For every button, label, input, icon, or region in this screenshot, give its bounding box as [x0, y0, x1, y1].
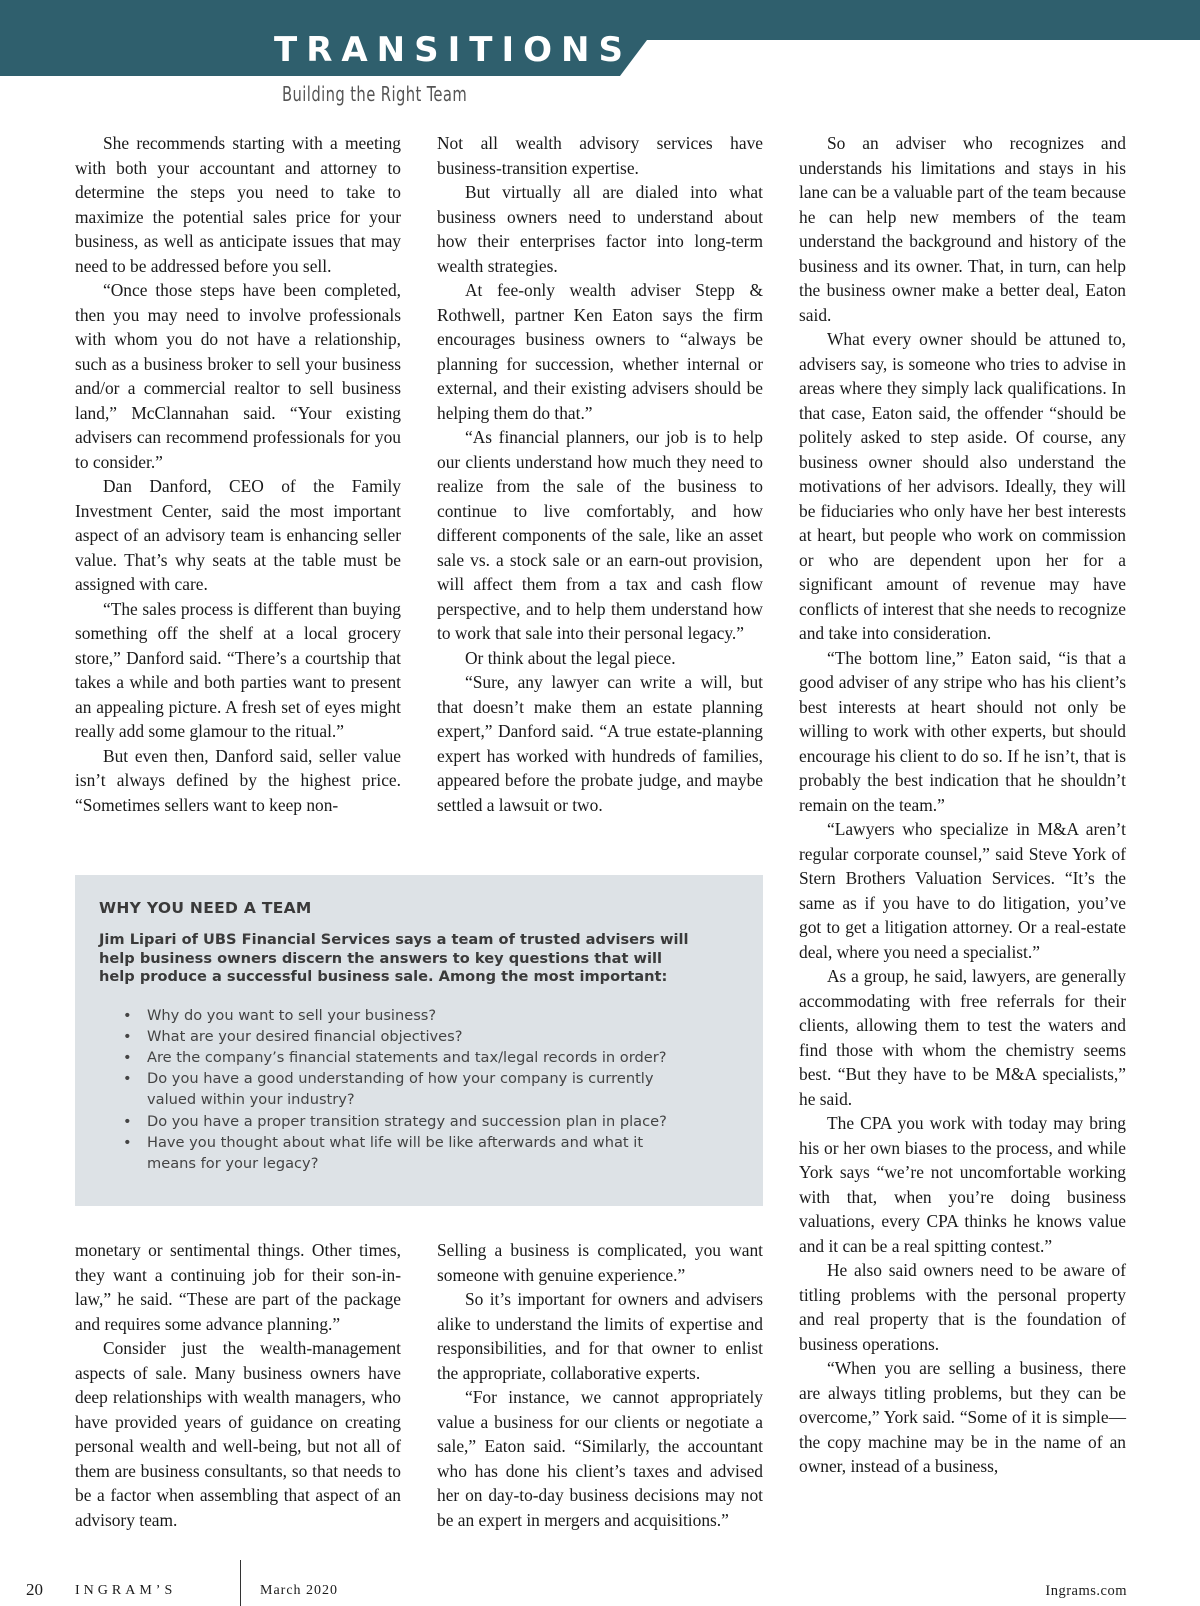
- bullet-icon: •: [123, 1070, 132, 1088]
- list-item-text: Why do you want to sell your business?: [147, 1006, 437, 1024]
- paragraph: “The bottom line,” Eaton said, “is that a good adviser of any stripe who has his client’s best interests at heart should not only be willing to work with other experts, but should encourage his client to do so. If he isn’t, that is probably the best indication that he shouldn’t remain on the team.”: [799, 647, 1126, 815]
- issue-date: March 2020: [260, 1583, 339, 1598]
- paragraph: She recommends starting with a meeting with both your accountant and attorney to determine the steps you need to take to maximize the potential sales price for your business, as well as anticipate issues that may need to be addressed before you sell.: [75, 133, 401, 276]
- list-item: [123, 1111, 687, 1132]
- paragraph: But virtually all are dialed into what business owners need to understand about how their enterprises factor into long-term wealth strategies.: [437, 182, 763, 276]
- paragraph: He also said owners need to be aware of titling problems with the personal property and real property that is the foundation of business operations.: [799, 1260, 1126, 1354]
- list-item: [123, 1026, 687, 1047]
- bullet-icon: •: [123, 1027, 132, 1045]
- paragraph: “For instance, we cannot appropriately value a business for our clients or negotiate a sale,” Eaton said. “Similarly, the accountant who has done his client’s taxes and advised her on day-to-day business decisions may not be an expert in mergers and acquisitions.”: [437, 1387, 763, 1530]
- bullet-icon: •: [123, 1006, 132, 1024]
- paragraph: Selling a business is complicated, you want someone with genuine experience.”: [437, 1240, 763, 1285]
- section-subtitle: Building the Right Team: [282, 82, 468, 106]
- paragraph: “Once those steps have been completed, then you may need to involve professionals with whom you do not have a relationship, such as a business broker to sell your business and/or a commercial realtor to sell business land,” McClannahan said. “Your existing advisers can recommend professionals for you to consider.”: [75, 280, 401, 472]
- paragraph: So an adviser who recognizes and understands his limitations and stays in his lane can be a valuable part of the team because he can help new members of the team understand the background and history of the business and its owner. That, in turn, can help the business owner make a better deal, Eaton said.: [799, 133, 1126, 325]
- list-item-text: Do you have a good understanding of how your company is currently valued within your industry?: [147, 1070, 654, 1109]
- article-column-1-bottom: [75, 1238, 401, 1532]
- bullet-icon: •: [123, 1133, 132, 1151]
- article-column-3: [799, 131, 1126, 1479]
- paragraph: “The sales process is different than buying something off the shelf at a local grocery store,” Danford said. “There’s a courtship that takes a while and both parties want to present an appealing picture. A fresh set of eyes might really add some glamour to the ritual.”: [75, 598, 401, 741]
- section-title: TRANSITIONS: [274, 30, 632, 70]
- list-item-text: Do you have a proper transition strategy and succession plan in place?: [147, 1112, 667, 1130]
- paragraph: “As financial planners, our job is to help our clients understand how much they need to realize from the sale of the business to continue to live comfortably, and how different components of the sale, like an asset sale vs. a stock sale or an earn-out provision, will affect them from a tax and cash flow perspective, and to help them understand how to work that sale into their personal legacy.”: [437, 427, 763, 643]
- publication-name: INGRAM’S: [75, 1583, 177, 1598]
- article-column-2-top: [437, 131, 763, 817]
- sidebar-question-list: [99, 1005, 737, 1175]
- sidebar-box: [75, 875, 763, 1206]
- paragraph: “Lawyers who specialize in M&A aren’t regular corporate counsel,” said Steve York of Stern Brothers Valuation Services. “It’s the same as if you have to do litigation, you’ve got to get a litigation attorney. Or a real-estate deal, where you need a specialist.”: [799, 819, 1126, 962]
- list-item: [123, 1132, 687, 1174]
- bullet-icon: •: [123, 1112, 132, 1130]
- sidebar-intro: Jim Lipari of UBS Financial Services says a team of trusted advisers will help business owners discern the answers to key questions that will help produce a successful business sale. Among the most important:: [99, 931, 689, 985]
- paragraph: The CPA you work with today may bring his or her own biases to the process, and while York says “we’re not uncomfortable working with that, when you’re doing business valuations, every CPA thinks he knows value and it can be a real spitting contest.”: [799, 1113, 1126, 1256]
- paragraph: But even then, Danford said, seller value isn’t always defined by the highest price. “Sometimes sellers want to keep non-: [75, 745, 401, 815]
- paragraph: “When you are selling a business, there are always titling problems, but they can be overcome,” York said. “Some of it is simple—the copy machine may be in the name of an owner, instead of a business,: [799, 1358, 1126, 1476]
- list-item: [123, 1068, 687, 1110]
- article-column-1-top: [75, 131, 401, 817]
- paragraph: monetary or sentimental things. Other times, they want a continuing job for their son-in-law,” he said. “These are part of the package and requires some advance planning.”: [75, 1240, 401, 1334]
- article-column-2-bottom: [437, 1238, 763, 1532]
- paragraph: Or think about the legal piece.: [465, 647, 676, 668]
- list-item: [123, 1047, 687, 1068]
- website-link[interactable]: Ingrams.com: [1045, 1583, 1127, 1599]
- sidebar-title: WHY YOU NEED A TEAM: [99, 899, 312, 917]
- paragraph: So it’s important for owners and advisers alike to understand the limits of expertise and responsibilities, and for that owner to enlist the appropriate, collaborative experts.: [437, 1289, 763, 1383]
- paragraph: What every owner should be attuned to, advisers say, is someone who tries to advise in areas where they simply lack qualifications. In that case, Eaton said, the offender “should be politely asked to step aside. Of course, any business owner should also understand the motivations of her advisors. Ideally, they will be fiduciaries who only have her best interests at heart, but people who work on commission or who are dependent upon her for a significant amount of revenue may have conflicts of interest that she needs to recognize and take into consideration.: [799, 329, 1126, 643]
- paragraph: Not all wealth advisory services have business-transition expertise.: [437, 133, 763, 178]
- bullet-icon: •: [123, 1048, 132, 1066]
- paragraph: At fee-only wealth adviser Stepp & Rothwell, partner Ken Eaton says the firm encourages business owners to “always be planning for succession, whether internal or external, and their existing advisers should be helping them do that.”: [437, 280, 763, 423]
- list-item-text: Have you thought about what life will be like afterwards and what it means for your legacy?: [147, 1133, 644, 1172]
- list-item: [123, 1005, 687, 1026]
- page-number: 20: [26, 1580, 43, 1599]
- paragraph: Dan Danford, CEO of the Family Investment Center, said the most important aspect of an advisory team is enhancing seller value. That’s why seats at the table must be assigned with care.: [75, 476, 401, 594]
- paragraph: Consider just the wealth-management aspects of sale. Many business owners have deep relationships with wealth managers, who have provided years of guidance on creating personal wealth and well-being, but not all of them are business consultants, so that needs to be a factor when assembling that aspect of an advisory team.: [75, 1338, 401, 1530]
- paragraph: As a group, he said, lawyers, are generally accommodating with free referrals for their clients, allowing them to test the waters and find those with whom the chemistry seems best. “But they have to be M&A specialists,” he said.: [799, 966, 1126, 1109]
- footer-divider: [240, 1560, 241, 1606]
- list-item-text: What are your desired financial objectives?: [147, 1027, 463, 1045]
- paragraph: “Sure, any lawyer can write a will, but that doesn’t make them an estate planning expert,” Danford said. “A true estate-planning expert has worked with hundreds of families, appeared before the probate judge, and maybe settled a lawsuit or two.: [437, 672, 763, 815]
- list-item-text: Are the company’s financial statements and tax/legal records in order?: [147, 1048, 667, 1066]
